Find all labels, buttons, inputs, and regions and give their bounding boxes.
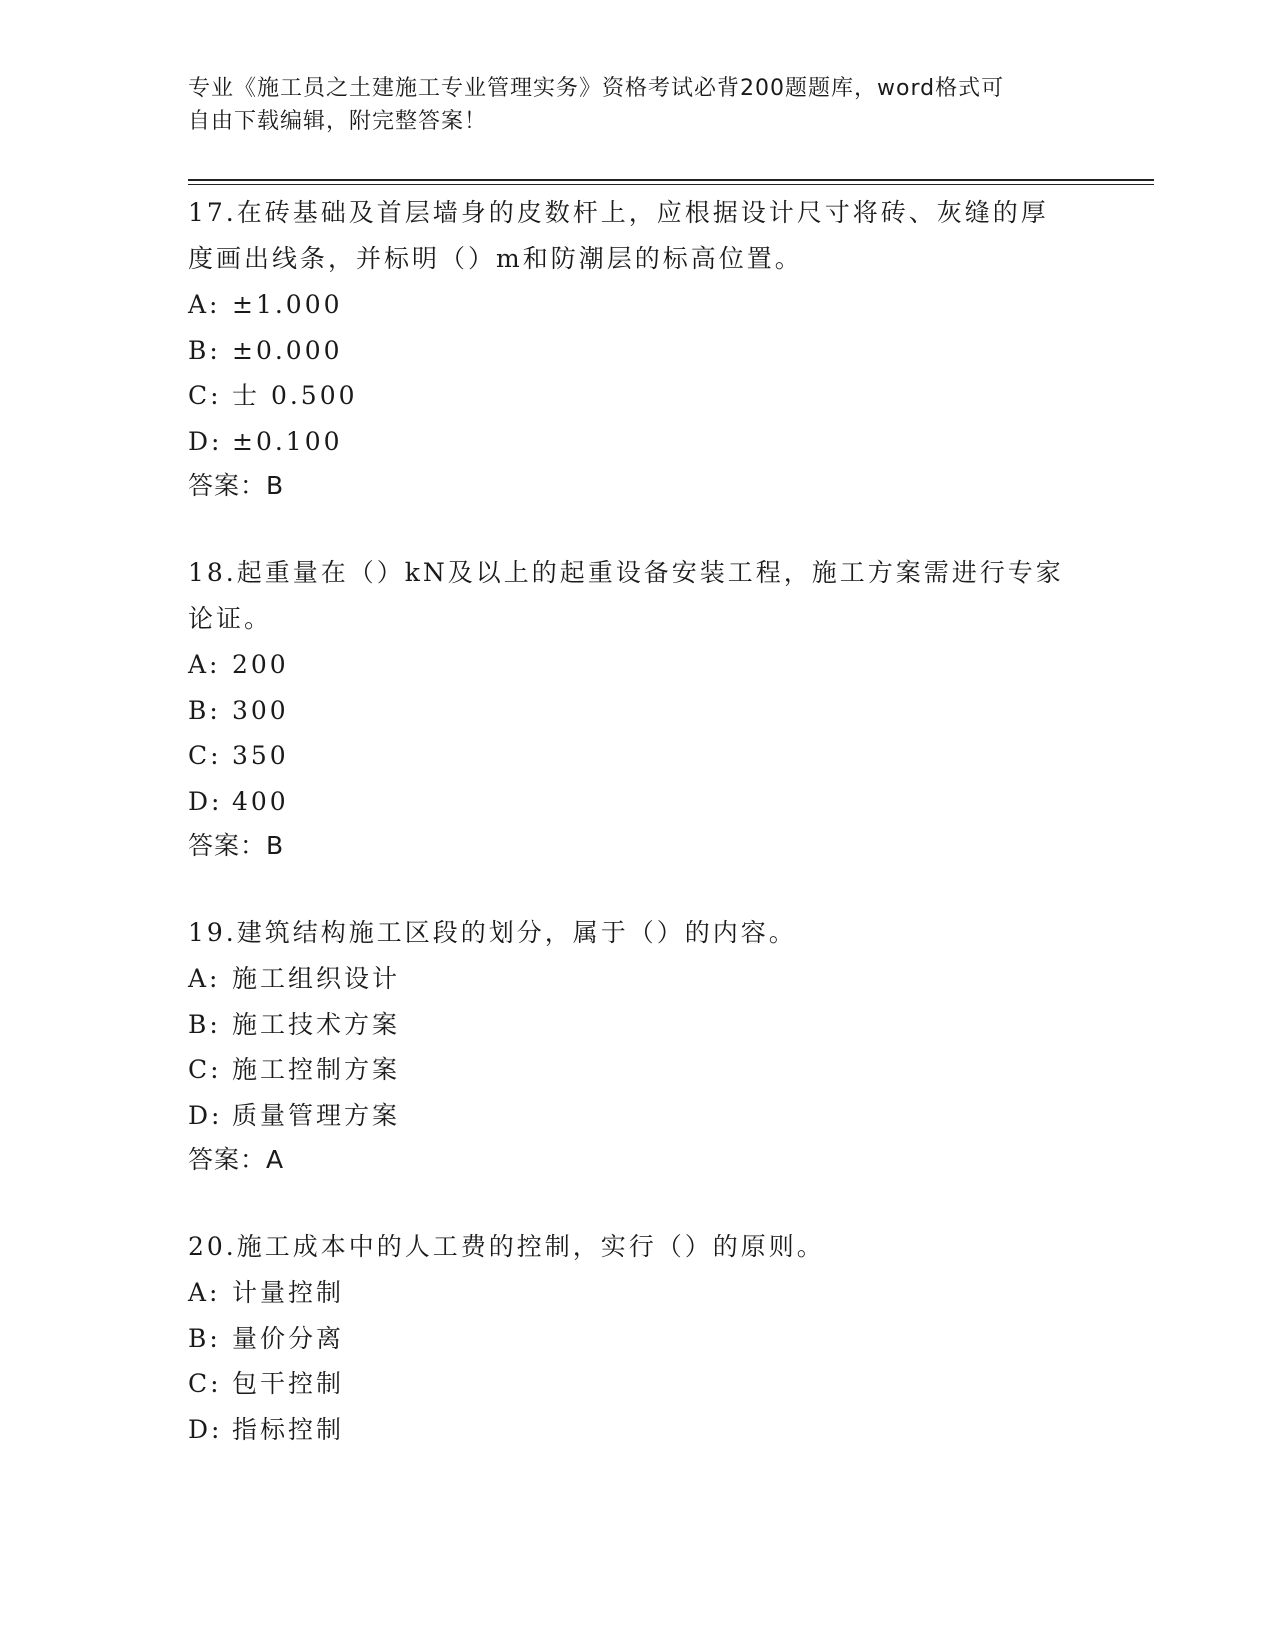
- option-text: ±0.000: [232, 335, 343, 365]
- option-letter: A:: [188, 290, 221, 319]
- option-text: 量价分离: [232, 1323, 345, 1353]
- option-letter: C:: [188, 741, 222, 770]
- option-letter: B:: [188, 695, 221, 725]
- option-letter: A:: [188, 1278, 221, 1307]
- option-letter: D:: [188, 1414, 223, 1444]
- option-d: [188, 419, 1088, 465]
- option-text: 计量控制: [232, 1278, 345, 1307]
- option-text: 施工组织设计: [232, 964, 401, 993]
- option-letter: B:: [188, 335, 221, 365]
- option-text: 指标控制: [232, 1414, 345, 1444]
- option-letter: D:: [188, 426, 223, 456]
- option-letter: B:: [188, 1009, 221, 1039]
- document-header: [188, 72, 1068, 138]
- answer-line: 答案：B: [188, 831, 285, 860]
- option-text: 质量管理方案: [232, 1100, 401, 1130]
- question-stem-line: 17.在砖基础及首层墙身的皮数杆上，应根据设计尺寸将砖、灰缝的厚: [188, 198, 1049, 227]
- option-b: [188, 1316, 1088, 1362]
- option-letter: D:: [188, 786, 223, 816]
- answer-line: 答案：A: [188, 1145, 285, 1174]
- option-letter: D:: [188, 1100, 223, 1130]
- header-line-1: 专业《施工员之土建施工专业管理实务》资格考试必背200题题库，word格式可: [188, 76, 1005, 101]
- question-stem-line: 19.建筑结构施工区段的划分，属于（）的内容。: [188, 918, 797, 947]
- header-divider-thin: [188, 184, 1154, 185]
- option-d: [188, 1093, 1088, 1139]
- option-a: [188, 642, 1088, 688]
- question-list: [188, 190, 1088, 1494]
- option-b: [188, 1002, 1088, 1048]
- header-divider-thick: [188, 179, 1154, 181]
- option-text: ±0.100: [232, 426, 343, 456]
- option-text: 400: [232, 786, 289, 816]
- option-c: [188, 733, 1088, 779]
- option-text: ±1.000: [232, 290, 343, 319]
- option-text: 士 0.500: [232, 381, 358, 410]
- option-c: [188, 1047, 1088, 1093]
- option-text: 350: [232, 741, 289, 770]
- question-stem-line: 20.施工成本中的人工费的控制，实行（）的原则。: [188, 1232, 825, 1261]
- option-a: [188, 282, 1088, 328]
- option-text: 200: [232, 650, 289, 679]
- option-b: [188, 328, 1088, 374]
- question-20: [188, 1224, 1088, 1452]
- option-text: 包干控制: [232, 1369, 345, 1398]
- option-letter: B:: [188, 1323, 221, 1353]
- option-b: [188, 688, 1088, 734]
- question-stem-line: 度画出线条，并标明（）m和防潮层的标高位置。: [188, 244, 803, 273]
- question-17: [188, 190, 1088, 508]
- question-19: [188, 910, 1088, 1182]
- option-letter: C:: [188, 1369, 222, 1398]
- question-18: [188, 550, 1088, 868]
- question-stem-line: 论证。: [188, 604, 273, 633]
- option-c: [188, 1361, 1088, 1407]
- option-letter: A:: [188, 650, 221, 679]
- question-stem-line: 18.起重量在（）kN及以上的起重设备安装工程，施工方案需进行专家: [188, 558, 1064, 587]
- header-line-2: 自由下载编辑，附完整答案！: [188, 109, 488, 134]
- option-d: [188, 1407, 1088, 1453]
- option-letter: C:: [188, 381, 222, 410]
- answer-line: 答案：B: [188, 471, 285, 500]
- option-text: 300: [232, 695, 289, 725]
- option-letter: C:: [188, 1055, 222, 1084]
- option-text: 施工技术方案: [232, 1009, 401, 1039]
- option-a: [188, 1270, 1088, 1316]
- option-a: [188, 956, 1088, 1002]
- option-text: 施工控制方案: [232, 1055, 401, 1084]
- option-c: [188, 373, 1088, 419]
- option-letter: A:: [188, 964, 221, 993]
- option-d: [188, 779, 1088, 825]
